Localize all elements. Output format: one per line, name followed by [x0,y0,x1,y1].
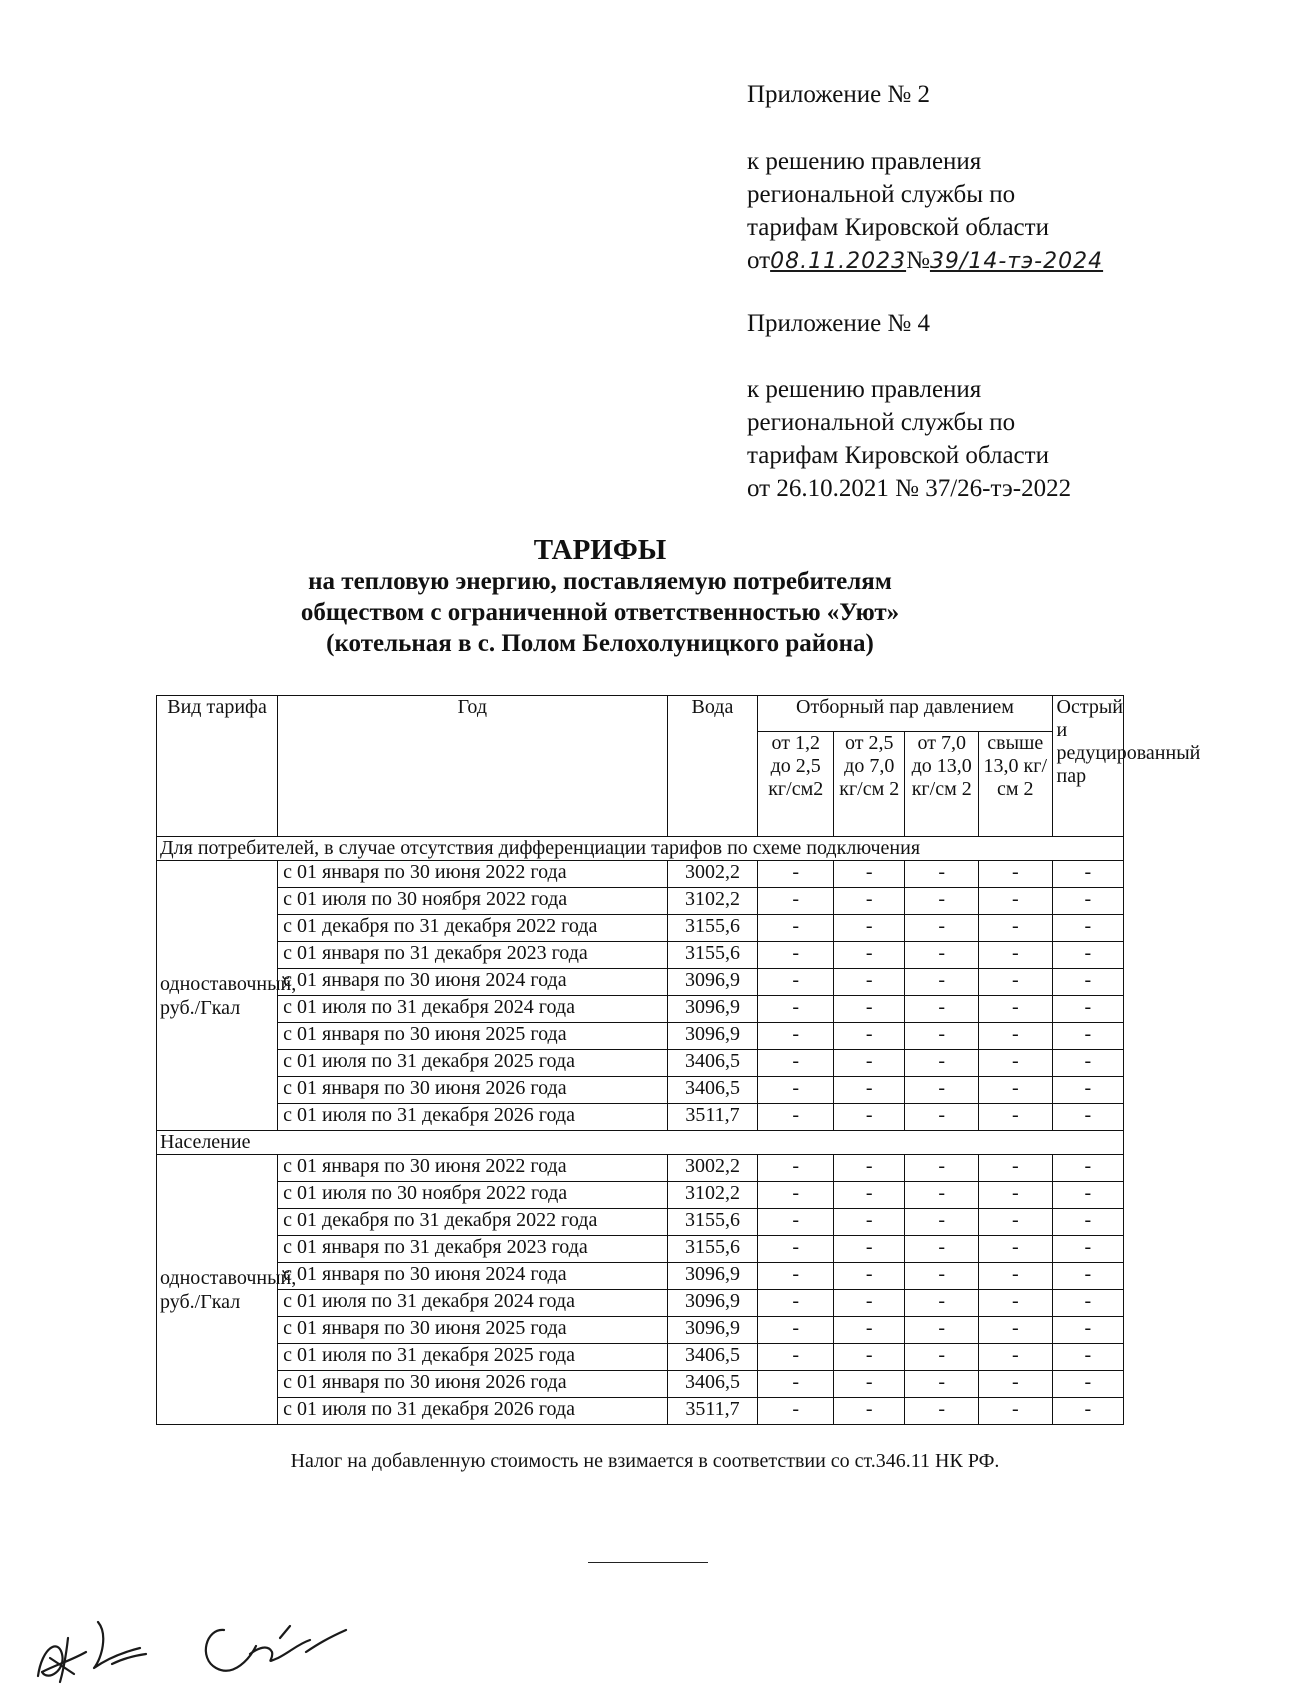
empty-tariff-cell: - [834,888,905,915]
handwritten-date: 08.11.2023 [770,249,907,274]
empty-tariff-cell: - [905,1290,979,1317]
empty-tariff-cell: - [834,861,905,888]
period-cell: с 01 января по 30 июня 2025 года [278,1023,667,1050]
table-row [157,996,1124,1023]
tax-note: Налог на добавленную стоимость не взимается в соответствии со ст.346.11 НК РФ. [290,1450,1000,1472]
appendix-2-line: региональной службы по [747,181,1016,208]
empty-tariff-cell: - [758,1371,834,1398]
period-cell: с 01 января по 30 июня 2022 года [278,1155,667,1182]
table-row [157,1182,1124,1209]
table-row [157,969,1124,996]
period-cell: с 01 июля по 31 декабря 2026 года [278,1104,667,1131]
empty-tariff-cell: - [1052,888,1123,915]
table-row [157,1050,1124,1077]
water-tariff-cell: 3096,9 [667,1263,758,1290]
water-tariff-cell: 3096,9 [667,969,758,996]
empty-tariff-cell: - [758,1023,834,1050]
appendix-4-body [747,373,1071,505]
appendix-2-line: тарифам Кировской области [747,214,1049,241]
empty-tariff-cell: - [758,1104,834,1131]
header-water: Вода [667,696,758,837]
document-heading [0,535,1200,659]
empty-tariff-cell: - [1052,1290,1123,1317]
header-acute-steam: Острый и редуцированный пар [1052,696,1123,837]
empty-tariff-cell: - [834,1290,905,1317]
period-cell: с 01 января по 30 июня 2025 года [278,1317,667,1344]
water-tariff-cell: 3155,6 [667,942,758,969]
empty-tariff-cell: - [979,1023,1053,1050]
empty-tariff-cell: - [979,1398,1053,1425]
empty-tariff-cell: - [834,1398,905,1425]
empty-tariff-cell: - [1052,1155,1123,1182]
empty-tariff-cell: - [834,1050,905,1077]
empty-tariff-cell: - [834,1344,905,1371]
empty-tariff-cell: - [834,1023,905,1050]
empty-tariff-cell: - [905,1236,979,1263]
section-header-row [157,837,1124,861]
period-cell: с 01 июля по 31 декабря 2024 года [278,996,667,1023]
table-row [157,1371,1124,1398]
empty-tariff-cell: - [979,1290,1053,1317]
table-row [157,1023,1124,1050]
period-cell: с 01 января по 30 июня 2024 года [278,1263,667,1290]
section-header-row [157,1131,1124,1155]
tariff-table [156,695,1201,1425]
empty-tariff-cell: - [1052,915,1123,942]
table-row [157,861,1124,888]
table-row [157,1104,1124,1131]
table-row [157,888,1124,915]
empty-tariff-cell: - [979,1209,1053,1236]
water-tariff-cell: 3511,7 [667,1398,758,1425]
empty-tariff-cell: - [1052,996,1123,1023]
appendix-2-title: Приложение № 2 [747,81,931,108]
empty-tariff-cell: - [979,942,1053,969]
empty-tariff-cell: - [758,1263,834,1290]
tariff-type-cell: одноставочный, руб./Гкал [157,1155,278,1425]
appendix-4-line: тарифам Кировской области [747,442,1049,469]
empty-tariff-cell: - [1052,1209,1123,1236]
empty-tariff-cell: - [905,1023,979,1050]
empty-tariff-cell: - [905,888,979,915]
table-row [157,1077,1124,1104]
empty-tariff-cell: - [1052,1371,1123,1398]
appendix-2-date-line: от08.11.2023№39/14-тэ-2024 [747,247,1104,274]
empty-tariff-cell: - [758,1236,834,1263]
appendix-4-line: региональной службы по [747,409,1016,436]
table-row [157,915,1124,942]
empty-tariff-cell: - [905,1209,979,1236]
period-cell: с 01 января по 30 июня 2026 года [278,1371,667,1398]
section-title: Для потребителей, в случае отсутствия дифференциации тарифов по схеме подключения [157,837,1124,861]
table-row [157,1317,1124,1344]
tariff-table-body [157,837,1124,1425]
table-row [157,1155,1124,1182]
water-tariff-cell: 3406,5 [667,1371,758,1398]
period-cell: с 01 июля по 30 ноября 2022 года [278,1182,667,1209]
empty-tariff-cell: - [1052,1023,1123,1050]
empty-tariff-cell: - [758,969,834,996]
empty-tariff-cell: - [979,969,1053,996]
water-tariff-cell: 3102,2 [667,1182,758,1209]
empty-tariff-cell: - [1052,969,1123,996]
empty-tariff-cell: - [979,1104,1053,1131]
empty-tariff-cell: - [834,942,905,969]
header-year: Год [278,696,667,837]
empty-tariff-cell: - [1052,1077,1123,1104]
water-tariff-cell: 3406,5 [667,1344,758,1371]
empty-tariff-cell: - [834,1236,905,1263]
water-tariff-cell: 3406,5 [667,1077,758,1104]
empty-tariff-cell: - [905,1104,979,1131]
water-tariff-cell: 3155,6 [667,1236,758,1263]
period-cell: с 01 июля по 31 декабря 2025 года [278,1344,667,1371]
water-tariff-cell: 3155,6 [667,915,758,942]
empty-tariff-cell: - [1052,1182,1123,1209]
period-cell: с 01 июля по 31 декабря 2025 года [278,1050,667,1077]
water-tariff-cell: 3002,2 [667,861,758,888]
empty-tariff-cell: - [979,1236,1053,1263]
empty-tariff-cell: - [834,1155,905,1182]
empty-tariff-cell: - [1052,942,1123,969]
empty-tariff-cell: - [834,915,905,942]
header-steam-7-13: от 7,0 до 13,0 кг/см 2 [905,732,979,837]
period-cell: с 01 июля по 30 ноября 2022 года [278,888,667,915]
empty-tariff-cell: - [1052,1317,1123,1344]
empty-tariff-cell: - [979,996,1053,1023]
document-subtitle-line: на тепловую энергию, поставляемую потребителям [308,568,892,595]
empty-tariff-cell: - [758,888,834,915]
empty-tariff-cell: - [979,861,1053,888]
empty-tariff-cell: - [834,1371,905,1398]
empty-tariff-cell: - [979,1344,1053,1371]
section-title: Население [157,1131,1124,1155]
empty-tariff-cell: - [758,1344,834,1371]
empty-tariff-cell: - [758,1155,834,1182]
tariff-type-cell: одноставочный, руб./Гкал [157,861,278,1131]
empty-tariff-cell: - [905,1263,979,1290]
table-row [157,1290,1124,1317]
empty-tariff-cell: - [979,1050,1053,1077]
period-cell: с 01 января по 30 июня 2022 года [278,861,667,888]
empty-tariff-cell: - [758,1398,834,1425]
period-cell: с 01 января по 31 декабря 2023 года [278,942,667,969]
empty-tariff-cell: - [758,1182,834,1209]
empty-tariff-cell: - [905,1344,979,1371]
empty-tariff-cell: - [905,1317,979,1344]
document-subtitle-line: (котельная в с. Полом Белохолуницкого района) [326,630,874,657]
period-cell: с 01 июля по 31 декабря 2026 года [278,1398,667,1425]
header-tariff-type: Вид тарифа [157,696,278,837]
empty-tariff-cell: - [905,1077,979,1104]
empty-tariff-cell: - [905,1398,979,1425]
empty-tariff-cell: - [905,861,979,888]
document-title: ТАРИФЫ [533,534,667,566]
header-steam-2-5-7: от 2,5 до 7,0 кг/см 2 [834,732,905,837]
empty-tariff-cell: - [834,1182,905,1209]
empty-tariff-cell: - [834,969,905,996]
empty-tariff-cell: - [1052,1236,1123,1263]
empty-tariff-cell: - [905,1182,979,1209]
water-tariff-cell: 3096,9 [667,1317,758,1344]
empty-tariff-cell: - [1052,1263,1123,1290]
table-row [157,1398,1124,1425]
empty-tariff-cell: - [979,888,1053,915]
period-cell: с 01 июля по 31 декабря 2024 года [278,1290,667,1317]
water-tariff-cell: 3096,9 [667,996,758,1023]
water-tariff-cell: 3406,5 [667,1050,758,1077]
handwritten-number: 39/14-тэ-2024 [929,249,1104,274]
period-cell: с 01 января по 31 декабря 2023 года [278,1236,667,1263]
water-tariff-cell: 3002,2 [667,1155,758,1182]
water-tariff-cell: 3102,2 [667,888,758,915]
empty-tariff-cell: - [758,1050,834,1077]
empty-tariff-cell: - [758,861,834,888]
empty-tariff-cell: - [758,1317,834,1344]
appendix-2-line: к решению правления [747,148,982,175]
water-tariff-cell: 3155,6 [667,1209,758,1236]
table-row [157,1209,1124,1236]
empty-tariff-cell: - [905,1050,979,1077]
empty-tariff-cell: - [905,996,979,1023]
empty-tariff-cell: - [905,1371,979,1398]
empty-tariff-cell: - [979,1263,1053,1290]
header-steam-pressure: Отборный пар давлением [758,696,1052,732]
empty-tariff-cell: - [758,1209,834,1236]
table-row [157,1344,1124,1371]
empty-tariff-cell: - [834,1104,905,1131]
empty-tariff-cell: - [758,915,834,942]
empty-tariff-cell: - [834,1263,905,1290]
end-divider [588,1562,708,1563]
appendix-4-line: к решению правления [747,376,982,403]
empty-tariff-cell: - [834,996,905,1023]
empty-tariff-cell: - [979,915,1053,942]
empty-tariff-cell: - [758,942,834,969]
document-subtitle-line: обществом с ограниченной ответственностью «Уют» [300,599,900,626]
period-cell: с 01 декабря по 31 декабря 2022 года [278,1209,667,1236]
water-tariff-cell: 3511,7 [667,1104,758,1131]
period-cell: с 01 января по 30 июня 2024 года [278,969,667,996]
empty-tariff-cell: - [979,1077,1053,1104]
empty-tariff-cell: - [834,1317,905,1344]
empty-tariff-cell: - [1052,1344,1123,1371]
empty-tariff-cell: - [1052,1050,1123,1077]
signature [28,1608,358,1693]
empty-tariff-cell: - [834,1077,905,1104]
period-cell: с 01 декабря по 31 декабря 2022 года [278,915,667,942]
empty-tariff-cell: - [758,1290,834,1317]
table-row [157,1236,1124,1263]
appendix-4-line: от 26.10.2021 № 37/26-тэ-2022 [747,475,1072,502]
empty-tariff-cell: - [905,942,979,969]
empty-tariff-cell: - [1052,1398,1123,1425]
water-tariff-cell: 3096,9 [667,1290,758,1317]
empty-tariff-cell: - [979,1371,1053,1398]
empty-tariff-cell: - [1052,1104,1123,1131]
header-steam-over-13: свыше 13,0 кг/см 2 [979,732,1053,837]
empty-tariff-cell: - [758,996,834,1023]
header-steam-1-2-5: от 1,2 до 2,5 кг/см2 [758,732,834,837]
empty-tariff-cell: - [979,1155,1053,1182]
empty-tariff-cell: - [979,1317,1053,1344]
table-row [157,1263,1124,1290]
empty-tariff-cell: - [979,1182,1053,1209]
empty-tariff-cell: - [758,1077,834,1104]
empty-tariff-cell: - [905,915,979,942]
signature-scribble [28,1608,358,1688]
empty-tariff-cell: - [905,969,979,996]
empty-tariff-cell: - [905,1155,979,1182]
table-row [157,942,1124,969]
water-tariff-cell: 3096,9 [667,1023,758,1050]
appendix-2-body [747,145,1103,278]
period-cell: с 01 января по 30 июня 2026 года [278,1077,667,1104]
appendix-4-title: Приложение № 4 [747,310,931,337]
empty-tariff-cell: - [1052,861,1123,888]
empty-tariff-cell: - [834,1209,905,1236]
